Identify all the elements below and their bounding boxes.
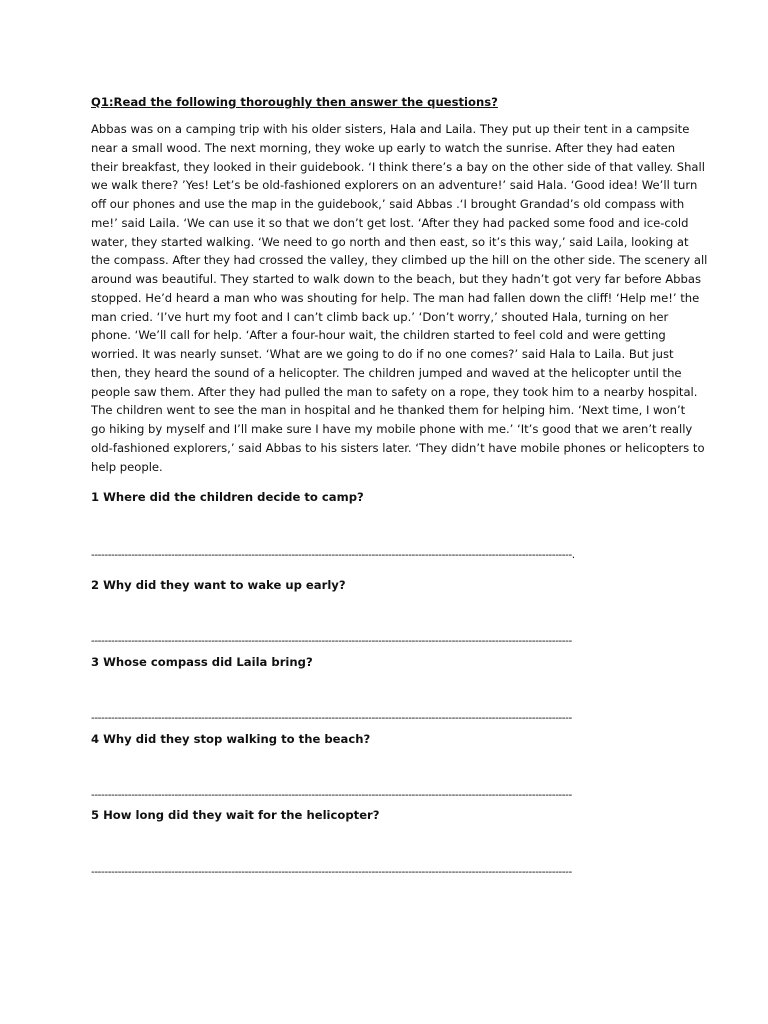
question-4: 4 Why did they stop walking to the beach?	[91, 732, 371, 746]
question-3: 3 Whose compass did Laila bring?	[91, 655, 313, 669]
passage-line: phone. ‘We’ll call for help. ‘After a four-hour wait, the children started to feel cold and were getting	[91, 328, 666, 343]
passage-line: people saw them. After they had pulled the man to safety on a rope, they took him to a nearby hospital.	[91, 384, 698, 399]
question-5: 5 How long did they wait for the helicopter?	[91, 808, 380, 822]
answer-line-5[interactable]: ------------------------------------------------------------------------------------------------------------------------------------------------	[91, 866, 572, 878]
passage-line: we walk there? ’Yes! Let’s be old-fashioned explorers on an adventure!’ said Hala. ‘Good idea! We’ll turn	[91, 178, 698, 193]
passage-line: the compass. After they had crossed the valley, they climbed up the hill on the other side. The scenery all	[91, 253, 708, 268]
passage-line: old-fashioned explorers,’ said Abbas to his sisters later. ‘They didn’t have mobile phones or helicopters to	[91, 440, 705, 455]
answer-line-1[interactable]: ------------------------------------------------------------------------------------------------------------------------------------------------.	[91, 549, 575, 561]
question-1: 1 Where did the children decide to camp?	[91, 490, 364, 504]
passage-line: then, they heard the sound of a helicopter. The children jumped and waved at the helicopter until the	[91, 365, 682, 380]
passage-line: go hiking by myself and I’ll make sure I have my mobile phone with me.’ ‘It’s good that we aren’t really	[91, 422, 693, 436]
passage-line: me!’ said Laila. ‘We can use it so that we don’t get lost. ‘After they had packed some food and ice-cold	[91, 215, 689, 230]
passage-line: stopped. He’d heard a man who was shouting for help. The man had fallen down the cliff! ‘Help me!’ the	[91, 290, 700, 305]
reading-passage	[91, 120, 708, 476]
worksheet	[91, 93, 708, 476]
answer-line-3[interactable]: ------------------------------------------------------------------------------------------------------------------------------------------------	[91, 712, 572, 724]
passage-line: worried. It was nearly sunset. ‘What are we going to do if no one comes?’ said Hala to Laila. But just	[91, 347, 674, 361]
passage-line: The children went to see the man in hospital and he thanked them for helping him. ‘Next time, I won’t	[91, 403, 686, 418]
passage-line: water, they started walking. ‘We need to go north and then east, so it’s this way,’ said Laila, looking at	[91, 234, 689, 249]
passage-line: around was beautiful. They started to walk down to the beach, but they hadn’t got very far before Abbas	[91, 272, 702, 286]
passage-line: man cried. ‘I’ve hurt my foot and I can’t climb back up.’ ‘Don’t worry,’ shouted Hala, turning on her	[91, 309, 669, 324]
passage-line: off our phones and use the map in the guidebook,’ said Abbas .‘I brought Grandad’s old compass with	[91, 197, 685, 211]
answer-line-4[interactable]: ------------------------------------------------------------------------------------------------------------------------------------------------	[91, 789, 572, 801]
question-2: 2 Why did they want to wake up early?	[91, 578, 346, 592]
passage-line: near a small wood. The next morning, they woke up early to watch the sunrise. After they had eaten	[91, 140, 676, 155]
passage-line: their breakfast, they looked in their guidebook. ‘I think there’s a bay on the other side of that valley. Shall	[91, 159, 705, 174]
worksheet-heading: Q1:Read the following thoroughly then answer the questions?	[91, 95, 498, 109]
passage-line: Abbas was on a camping trip with his older sisters, Hala and Laila. They put up their tent in a campsite	[91, 122, 690, 136]
passage-line: help people.	[91, 459, 163, 474]
answer-line-2[interactable]: ------------------------------------------------------------------------------------------------------------------------------------------------	[91, 635, 572, 647]
